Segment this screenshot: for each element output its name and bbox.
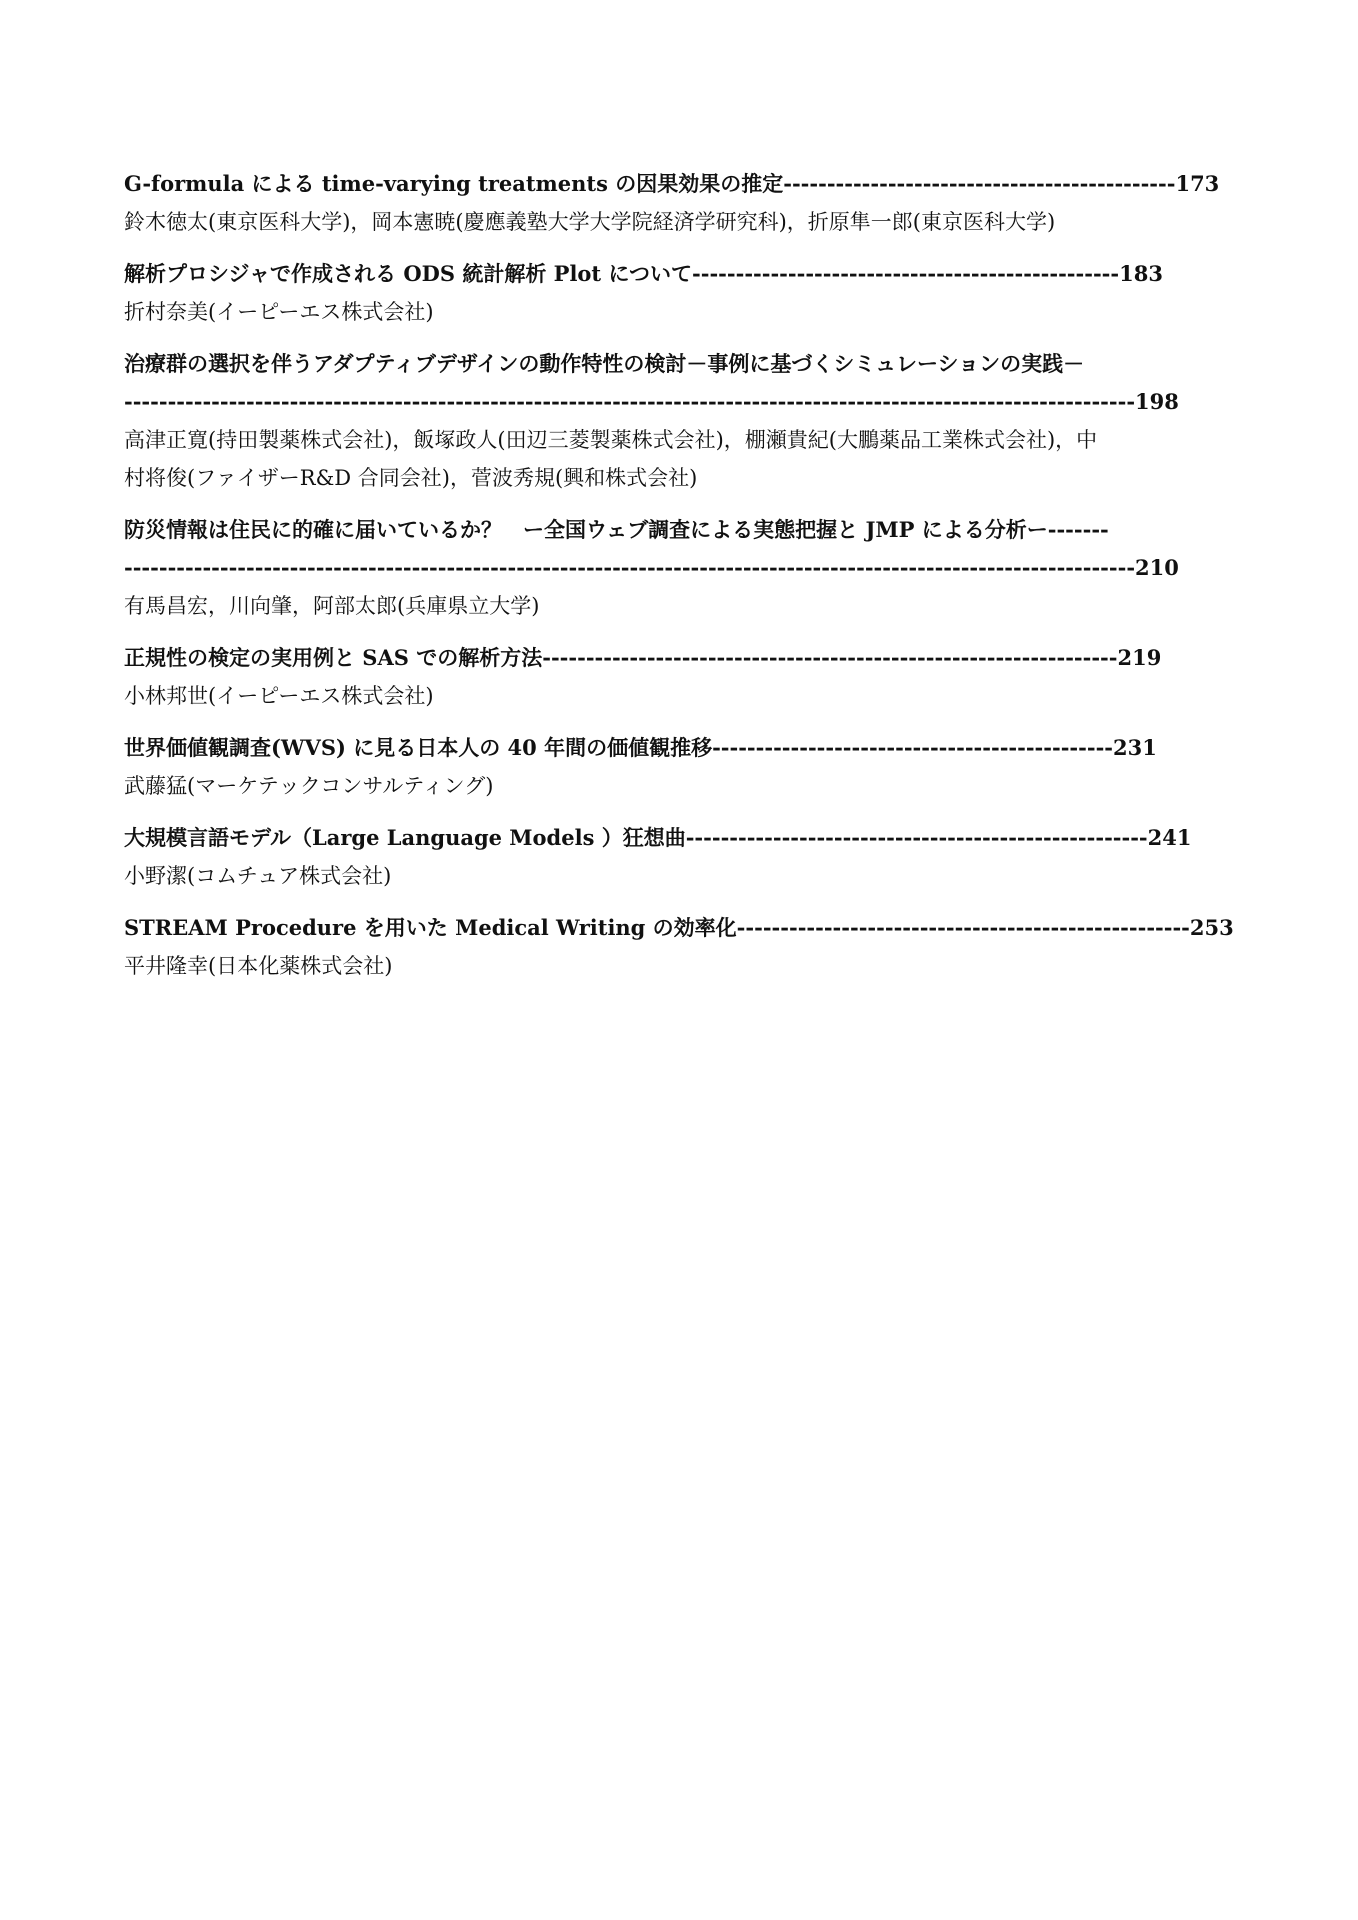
entry-authors: 折村奈美(イーピーエス株式会社) <box>124 300 434 324</box>
entry-title: 防災情報は住民に的確に届いているか？ ー全国ウェブ調査による実態把握と JMP による分析ー------- <box>124 517 1109 542</box>
toc-entry <box>124 729 1240 805</box>
entry-authors: 鈴木徳太(東京医科大学)，岡本憲暁(慶應義塾大学大学院経済学研究科)，折原隼一郎(東京医科大学) <box>124 210 1056 234</box>
table-of-contents <box>124 165 1240 999</box>
entry-authors: 平井隆幸(日本化薬株式会社) <box>124 954 393 978</box>
entry-authors: 小野潔(コムチュア株式会社) <box>124 864 392 888</box>
toc-entry <box>124 165 1240 241</box>
toc-entry <box>124 255 1240 331</box>
toc-entry <box>124 345 1240 497</box>
toc-entry <box>124 511 1240 625</box>
entry-title: 解析プロシジャで作成される ODS 統計解析 Plot について-------------------------------------------------183 <box>124 261 1163 286</box>
entry-title: 正規性の検定の実用例と SAS での解析方法------------------------------------------------------------------219 <box>124 645 1162 670</box>
entry-title-leader: --------------------------------------------------------------------------------------------------------------------198 <box>124 389 1179 414</box>
toc-entry <box>124 819 1240 895</box>
entry-title: 治療群の選択を伴うアダプティブデザインの動作特性の検討－事例に基づくシミュレーションの実践－ <box>124 351 1085 376</box>
entry-authors: 小林邦世(イーピーエス株式会社) <box>124 684 434 708</box>
entry-authors: 高津正寛(持田製薬株式会社)，飯塚政人(田辺三菱製薬株式会社)，棚瀬貴紀(大鵬薬品工業株式会社)，中 <box>124 428 1098 452</box>
entry-title: G-formula による time-varying treatments の因果効果の推定---------------------------------------------173 <box>124 171 1220 196</box>
entry-authors: 村将俊(ファイザーR&D 合同会社)，菅波秀規(興和株式会社) <box>124 466 698 490</box>
entry-title: 大規模言語モデル（Large Language Models ）狂想曲-----------------------------------------------------241 <box>124 825 1192 850</box>
entry-authors: 武藤猛(マーケテックコンサルティング) <box>124 774 494 798</box>
entry-title: STREAM Procedure を用いた Medical Writing の効率化----------------------------------------------------253 <box>124 915 1234 940</box>
entry-title: 世界価値観調査(WVS) に見る日本人の 40 年間の価値観推移----------------------------------------------231 <box>124 735 1157 760</box>
entry-title-leader: --------------------------------------------------------------------------------------------------------------------210 <box>124 555 1179 580</box>
toc-entry <box>124 909 1240 985</box>
toc-entry <box>124 639 1240 715</box>
entry-authors: 有馬昌宏，川向肇，阿部太郎(兵庫県立大学) <box>124 594 540 618</box>
